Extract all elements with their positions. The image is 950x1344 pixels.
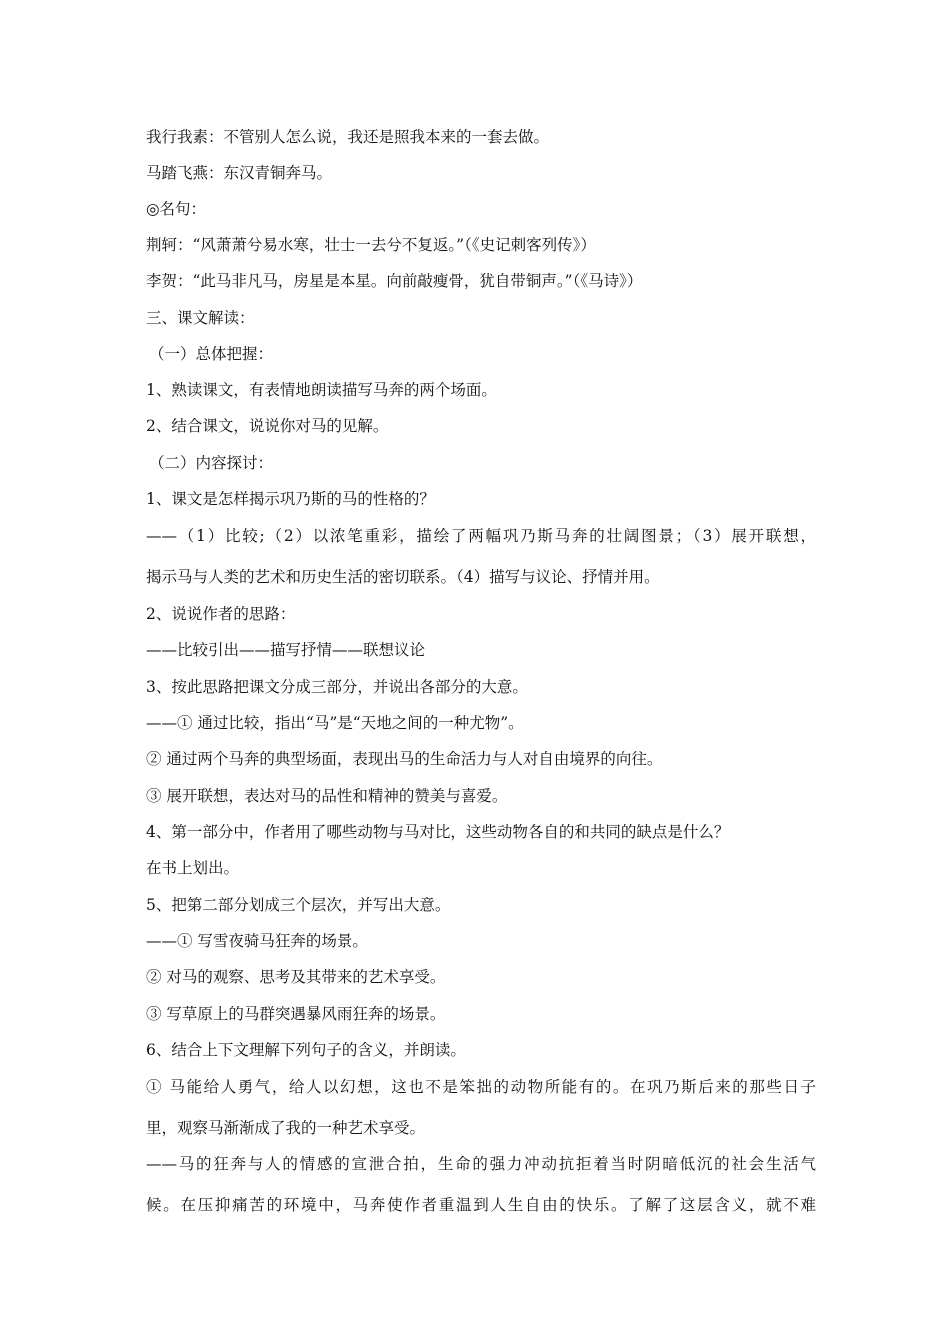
text-line: 荆轲：“风萧萧兮易水寒，壮士一去兮不复返。”（《史记刺客列传》） [146,236,596,254]
text-line: ——马的狂奔与人的情感的宣泄合拍，生命的强力冲动抗拒着当时阴暗低沉的社会生活气 [146,1155,816,1173]
text-line: 里，观察马渐渐成了我的一种艺术享受。 [146,1119,426,1137]
text-line: ③ 写草原上的马群突遇暴风雨狂奔的场景。 [146,1005,446,1023]
text-line: ② 对马的观察、思考及其带来的艺术享受。 [146,968,446,986]
text-line: 3、按此思路把课文分成三部分，并说出各部分的大意。 [146,678,528,696]
text-line: 1、熟读课文，有表情地朗读描写马奔的两个场面。 [146,381,497,399]
text-line: ——（1）比较;（2）以浓笔重彩，描绘了两幅巩乃斯马奔的壮阔图景；（3）展开联想， [146,527,816,545]
text-line: ——① 通过比较，指出“马”是“天地之间的一种尤物”。 [146,714,524,732]
text-line: 马踏飞燕：东汉青铜奔马。 [146,164,333,182]
text-line: 1、课文是怎样揭示巩乃斯的马的性格的？ [146,490,435,508]
text-line: 2、结合课文，说说你对马的见解。 [146,417,389,435]
text-line: 在书上划出。 [146,859,240,877]
text-line: 2、说说作者的思路： [146,605,296,623]
text-line: ——① 写雪夜骑马狂奔的场景。 [146,932,368,950]
text-line: ② 通过两个马奔的典型场面，表现出马的生命活力与人对自由境界的向往。 [146,750,663,768]
text-line: 4、第一部分中，作者用了哪些动物与马对比，这些动物各自的和共同的缺点是什么？ [146,823,730,841]
text-line: ③ 展开联想，表达对马的品性和精神的赞美与喜爱。 [146,787,508,805]
text-line: 5、把第二部分划成三个层次，并写出大意。 [146,896,451,914]
text-line: ——比较引出——描写抒情——联想议论 [146,641,426,659]
subsection-heading: （一）总体把握： [149,345,274,363]
section-heading: 三、课文解读： [146,309,255,327]
text-line: 李贺：“此马非凡马，房星是本星。向前敲瘦骨，犹自带铜声。”（《马诗》） [146,272,643,290]
text-line: 6、结合上下文理解下列句子的含义，并朗读。 [146,1041,466,1059]
text-line: 我行我素：不管别人怎么说，我还是照我本来的一套去做。 [146,128,550,146]
text-line: ◎名句： [146,200,207,218]
subsection-heading: （二）内容探讨： [149,454,274,472]
text-line: 候。在压抑痛苦的环境中，马奔使作者重温到人生自由的快乐。了解了这层含义，就不难 [146,1196,816,1214]
text-line: 揭示马与人类的艺术和历史生活的密切联系。（4）描写与议论、抒情并用。 [146,568,660,586]
text-line: ① 马能给人勇气，给人以幻想，这也不是笨拙的动物所能有的。在巩乃斯后来的那些日子 [146,1078,816,1096]
